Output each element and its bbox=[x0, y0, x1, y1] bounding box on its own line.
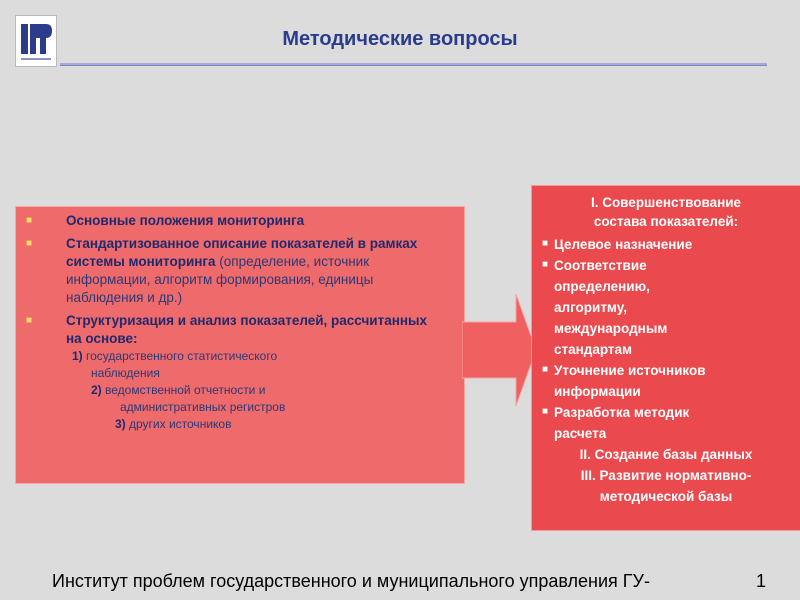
improvement-plan-box: I. Совершенствование состава показателей: ■ Целевое назначение ■ Соответствие определению, алгоритму, международным стандартам ■ Уточнение источников информации ■ Разработка методик расчета II. Создание базы данных III. Развитие нормативно- методической базы bbox=[531, 185, 800, 531]
sub-list-item-cont: административных регистров bbox=[120, 400, 286, 414]
section-heading-cont: методической базы bbox=[599, 489, 733, 504]
footer-institution: Институт проблем государственного и муниципального управления ГУ- bbox=[52, 571, 650, 591]
square-bullet-icon: ■ bbox=[542, 364, 549, 375]
page-title: Методические вопросы bbox=[282, 28, 518, 50]
square-bullet-icon: ■ bbox=[26, 215, 33, 226]
square-bullet-icon: ■ bbox=[542, 238, 549, 249]
sub-list-item: 1) государственного статистического bbox=[72, 349, 278, 363]
square-bullet-icon: ■ bbox=[26, 238, 33, 249]
sub-list-item-cont: наблюдения bbox=[91, 366, 160, 380]
list-item-text: Стандартизованное описание показателей в рамках bbox=[66, 236, 418, 251]
list-item-text: наблюдения и др.) bbox=[66, 290, 183, 305]
title-divider bbox=[60, 63, 767, 66]
square-bullet-icon: ■ bbox=[542, 406, 549, 417]
list-item-text: (определение, источник bbox=[215, 254, 370, 269]
list-item: ■ Уточнение источников bbox=[542, 360, 800, 381]
list-item-text: Основные положения мониторинга bbox=[66, 213, 305, 228]
page-number: 1 bbox=[756, 571, 767, 591]
methodology-topics-box bbox=[15, 206, 465, 484]
list-item bbox=[24, 235, 458, 307]
section-heading: I. Совершенствование состава показателей: bbox=[590, 195, 742, 229]
list-item-text: на основе: bbox=[66, 331, 138, 346]
section-heading: II. Создание базы данных bbox=[579, 447, 753, 462]
square-bullet-icon: ■ bbox=[542, 259, 549, 270]
list-item-text: информации, алгоритм формирования, единицы bbox=[66, 272, 374, 287]
sub-list-item: 2) ведомственной отчетности и bbox=[91, 383, 266, 397]
list-item: ■ Целевое назначение bbox=[542, 234, 800, 255]
square-bullet-icon: ■ bbox=[26, 315, 33, 326]
list-item bbox=[24, 312, 458, 348]
right-arrow-icon bbox=[462, 294, 536, 406]
sub-list-item: 3) других источников bbox=[115, 417, 232, 431]
list-item: ■ Соответствие bbox=[542, 255, 800, 276]
list-item-text: Структуризация и анализ показателей, рассчитанных bbox=[66, 313, 428, 328]
list-item: ■ Разработка методик bbox=[542, 402, 800, 423]
section-heading: III. Развитие нормативно- bbox=[580, 468, 752, 483]
list-item bbox=[24, 212, 458, 230]
list-item-text: системы мониторинга bbox=[66, 254, 216, 269]
